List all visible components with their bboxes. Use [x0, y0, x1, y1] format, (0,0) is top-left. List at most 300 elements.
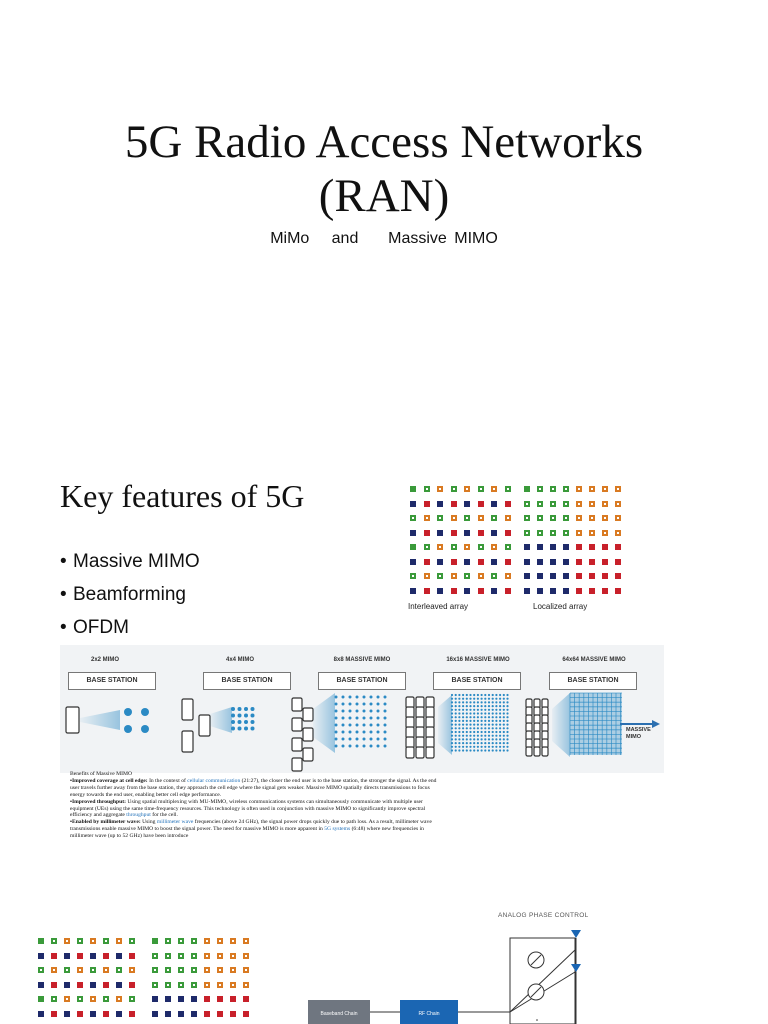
antenna-element [217, 1011, 223, 1017]
antenna-dot [495, 738, 497, 740]
antenna-element [424, 573, 430, 579]
base-station-box: BASE STATION [318, 672, 406, 690]
antenna-dot [503, 705, 505, 707]
antenna-element [602, 544, 608, 550]
antenna-element [537, 530, 543, 536]
antenna-dot [462, 709, 464, 711]
antenna-dot [499, 694, 501, 696]
antenna-dot [492, 705, 494, 707]
antenna-dot [455, 735, 457, 737]
antenna-dot [488, 716, 490, 718]
antenna-element [505, 573, 511, 579]
antenna-element [90, 1011, 96, 1017]
antenna-element [230, 996, 236, 1002]
antenna-dot [466, 716, 468, 718]
benefit-text: Using [140, 819, 157, 826]
antenna-dot [469, 720, 471, 722]
phone-icon [542, 747, 548, 756]
baseband-chain-label: Baseband Chain [320, 1011, 358, 1017]
antenna-element [165, 938, 171, 944]
phone-icon [406, 697, 414, 708]
antenna-dot [455, 716, 457, 718]
analog-phase-diagram [300, 920, 600, 1024]
antenna-element [64, 1011, 70, 1017]
antenna-dot [477, 720, 479, 722]
antenna-dot [451, 738, 453, 740]
benefit-link[interactable]: cellular communication [187, 777, 241, 784]
antenna-dot [349, 738, 352, 741]
antenna-element [478, 530, 484, 536]
benefit-link[interactable]: throughput [126, 812, 151, 819]
antenna-element [230, 982, 236, 988]
benefit-link[interactable]: millimeter wave [156, 819, 194, 826]
antenna-dot [477, 746, 479, 748]
mimo-header: 2x2 MIMO [90, 657, 119, 663]
antenna-element [51, 982, 57, 988]
antenna-element [51, 953, 57, 959]
antenna-element [410, 486, 416, 492]
antenna-dot [342, 717, 345, 720]
antenna-dot [506, 727, 508, 729]
localized-array-label: Localized array [533, 602, 588, 611]
antenna-element [602, 486, 608, 492]
antenna-dot [499, 709, 501, 711]
antenna-dot [377, 731, 380, 734]
antenna-dot [484, 735, 486, 737]
antenna-dot [455, 742, 457, 744]
antenna-dot [455, 724, 457, 726]
antenna-element [217, 982, 223, 988]
antenna-dot [484, 701, 486, 703]
antenna-dot [477, 694, 479, 696]
antenna-dot [458, 749, 460, 751]
antenna-dot [349, 696, 352, 699]
antenna-dot [363, 745, 366, 748]
antenna-element [464, 530, 470, 536]
antenna-dot [473, 749, 475, 751]
antenna-element [589, 501, 595, 507]
antenna-dot [451, 742, 453, 744]
antenna-dot [473, 735, 475, 737]
antenna-dot [481, 749, 483, 751]
antenna-dot [455, 749, 457, 751]
antenna-dot [342, 724, 345, 727]
antenna-dot [377, 724, 380, 727]
antenna-dot [506, 746, 508, 748]
antenna-element [38, 1011, 44, 1017]
antenna-dot [462, 731, 464, 733]
antenna-dot [492, 727, 494, 729]
antenna-dot [506, 724, 508, 726]
antenna-element [524, 501, 530, 507]
antenna-element [64, 996, 70, 1002]
antenna-element [589, 486, 595, 492]
antenna-element [165, 953, 171, 959]
antenna-element [129, 938, 135, 944]
antenna-dot [462, 712, 464, 714]
antenna-dot [349, 724, 352, 727]
antenna-dot [503, 712, 505, 714]
antenna-element [38, 982, 44, 988]
antenna-dot [342, 710, 345, 713]
antenna-dot [477, 724, 479, 726]
benefit-heading: •Enabled by millimeter wave: [70, 819, 141, 826]
antenna-element [437, 515, 443, 521]
antenna-element [437, 530, 443, 536]
antenna-dot [503, 716, 505, 718]
antenna-dot [349, 745, 352, 748]
antenna-element [478, 588, 484, 594]
ellipsis-dot [536, 1019, 538, 1021]
antenna-dot [124, 725, 132, 733]
antenna-dot [251, 714, 255, 718]
antenna-dot [506, 712, 508, 714]
antenna-element [451, 530, 457, 536]
analog-phase-title: ANALOG PHASE CONTROL [498, 912, 589, 919]
antenna-dot [492, 731, 494, 733]
antenna-dot [503, 749, 505, 751]
bullet-label: OFDM [73, 617, 129, 638]
antenna-dot [473, 716, 475, 718]
antenna-dot [370, 738, 373, 741]
antenna-dot [488, 738, 490, 740]
antenna-dot [481, 727, 483, 729]
antenna-dot [469, 727, 471, 729]
antenna-element [437, 573, 443, 579]
antenna-dot [506, 742, 508, 744]
antenna-dot [458, 746, 460, 748]
antenna-element [77, 982, 83, 988]
antenna-dot [363, 703, 366, 706]
antenna-dot [477, 727, 479, 729]
antenna-dot [499, 731, 501, 733]
antenna-dot [469, 709, 471, 711]
antenna-element [178, 982, 184, 988]
antenna-element [178, 967, 184, 973]
antenna-element [563, 530, 569, 536]
interleaved-array-label: Interleaved array [408, 602, 469, 611]
antenna-dot [477, 749, 479, 751]
antenna-element [451, 515, 457, 521]
bullet-item: • Massive MIMO [60, 551, 200, 572]
antenna-dot [481, 738, 483, 740]
antenna-element [116, 982, 122, 988]
antenna-dot [499, 746, 501, 748]
antenna-dot [462, 720, 464, 722]
antenna-dot [488, 694, 490, 696]
phone-icon [292, 738, 302, 751]
antenna-element [615, 573, 621, 579]
antenna-dot [342, 738, 345, 741]
base-station-box: BASE STATION [549, 672, 637, 690]
antenna-element [451, 501, 457, 507]
bullet-item: • Beamforming [60, 584, 186, 605]
antenna-dot [458, 701, 460, 703]
antenna-dot [499, 712, 501, 714]
antenna-dot [238, 714, 242, 718]
antenna-element [165, 982, 171, 988]
key-features-heading: Key features of 5G [60, 478, 305, 514]
antenna-dot [342, 731, 345, 734]
phone-icon [406, 737, 414, 748]
antenna-dot [458, 738, 460, 740]
antenna-dot [462, 742, 464, 744]
antenna-element [576, 486, 582, 492]
antenna-element [410, 559, 416, 565]
antenna-element [537, 588, 543, 594]
antenna-dot [499, 727, 501, 729]
antenna-dot [335, 717, 338, 720]
antenna-element [505, 544, 511, 550]
antenna-dot [451, 735, 453, 737]
antenna-element [243, 953, 249, 959]
antenna-dot [370, 717, 373, 720]
antenna-dot [495, 712, 497, 714]
antenna-dot [462, 705, 464, 707]
antenna-element [204, 938, 210, 944]
antenna-dot [503, 701, 505, 703]
antenna-dot [473, 738, 475, 740]
antenna-element [77, 996, 83, 1002]
antenna-element [491, 515, 497, 521]
antenna-dot [466, 712, 468, 714]
antenna-dot [503, 720, 505, 722]
antenna-element [424, 544, 430, 550]
benefit-text: for the cell. [150, 812, 178, 819]
antenna-element [90, 967, 96, 973]
phone-icon [303, 728, 313, 741]
antenna-dot [488, 698, 490, 700]
antenna-dot [499, 716, 501, 718]
antenna-element [90, 996, 96, 1002]
antenna-dot [451, 709, 453, 711]
antenna-dot [356, 745, 359, 748]
antenna-element [103, 953, 109, 959]
antenna-element [217, 938, 223, 944]
antenna-dot [488, 720, 490, 722]
antenna-dot [469, 746, 471, 748]
antenna-element [524, 530, 530, 536]
antenna-dot [462, 749, 464, 751]
antenna-element [410, 588, 416, 594]
antenna-element [424, 530, 430, 536]
antenna-dot [244, 714, 248, 718]
antenna-dot [377, 696, 380, 699]
antenna-element [602, 573, 608, 579]
antenna-element [191, 953, 197, 959]
antenna-element [243, 996, 249, 1002]
antenna-element [178, 938, 184, 944]
antenna-element [230, 1011, 236, 1017]
antenna-element [424, 515, 430, 521]
antenna-dot [251, 707, 255, 711]
antenna-element [589, 588, 595, 594]
antenna-dot [477, 735, 479, 737]
antenna-dot [458, 705, 460, 707]
antenna-dot [499, 742, 501, 744]
antenna-element [451, 486, 457, 492]
antenna-element [38, 953, 44, 959]
antenna-dot [481, 735, 483, 737]
antenna-dot [451, 698, 453, 700]
beam [313, 693, 335, 753]
antenna-dot [462, 727, 464, 729]
benefit-paragraph [70, 799, 445, 820]
antenna-dot [492, 712, 494, 714]
antenna-dot [451, 749, 453, 751]
antenna-element [537, 559, 543, 565]
antenna-element [576, 559, 582, 565]
antenna-element [230, 967, 236, 973]
antenna-dot [466, 701, 468, 703]
beam [552, 693, 570, 757]
antenna-dot [495, 720, 497, 722]
antenna-element [563, 544, 569, 550]
antenna-dot [477, 742, 479, 744]
antenna-dot [455, 746, 457, 748]
antenna-element [602, 515, 608, 521]
antenna-dot [481, 709, 483, 711]
antenna-dot [503, 709, 505, 711]
antenna-element [410, 515, 416, 521]
benefit-heading: •Improved throughput: [70, 798, 126, 805]
antenna-dot [492, 738, 494, 740]
antenna-dot [455, 738, 457, 740]
antenna-dot [451, 727, 453, 729]
antenna-element [437, 544, 443, 550]
antenna-element [410, 544, 416, 550]
antenna-dot [455, 731, 457, 733]
antenna-dot [238, 720, 242, 724]
antenna-element [191, 982, 197, 988]
antenna-element [424, 486, 430, 492]
antenna-dot [469, 698, 471, 700]
phone-icon [416, 717, 424, 728]
antenna-element [51, 938, 57, 944]
antenna-element [491, 588, 497, 594]
antenna-element [51, 996, 57, 1002]
antenna-dot [377, 703, 380, 706]
phone-icon [292, 758, 302, 771]
antenna-dot [473, 731, 475, 733]
antenna-element [77, 938, 83, 944]
antenna-dot [473, 712, 475, 714]
antenna-dot [499, 701, 501, 703]
antenna-dot [335, 703, 338, 706]
antenna-element [77, 967, 83, 973]
antenna-dot [477, 716, 479, 718]
antenna-dot [481, 742, 483, 744]
antenna-dot [370, 710, 373, 713]
antenna-element [615, 501, 621, 507]
antenna-element [191, 938, 197, 944]
antenna-dot [377, 745, 380, 748]
antenna-dot [488, 746, 490, 748]
phone-icon [406, 747, 414, 758]
antenna-dot [503, 742, 505, 744]
antenna-element [451, 573, 457, 579]
antenna-element [505, 588, 511, 594]
antenna-dot [466, 742, 468, 744]
antenna-element [410, 501, 416, 507]
antenna-dot [481, 724, 483, 726]
antenna-dot [356, 703, 359, 706]
antenna-dot [484, 738, 486, 740]
antenna-dot [384, 738, 387, 741]
antenna-dot [251, 720, 255, 724]
antenna-element [491, 486, 497, 492]
benefit-heading: •Improved coverage at cell edge: [70, 777, 148, 784]
antenna-dot [481, 694, 483, 696]
antenna-dot [455, 727, 457, 729]
antenna-element [602, 501, 608, 507]
antenna-element [152, 996, 158, 1002]
antenna-element [478, 515, 484, 521]
antenna-dot [231, 714, 235, 718]
mimo-header: 4x4 MIMO [225, 657, 254, 663]
antenna-dot [451, 724, 453, 726]
antenna-element [478, 559, 484, 565]
antenna-element [563, 588, 569, 594]
antenna-dot [473, 746, 475, 748]
antenna-dot [349, 703, 352, 706]
antenna-dot [481, 705, 483, 707]
antenna-dot [481, 698, 483, 700]
antenna-element [165, 996, 171, 1002]
phone-icon [416, 707, 424, 718]
antenna-element [491, 573, 497, 579]
antenna-dot [466, 735, 468, 737]
antenna-icon [571, 930, 581, 938]
antenna-dot [458, 720, 460, 722]
antenna-element [576, 501, 582, 507]
antenna-element [537, 515, 543, 521]
antenna-element [410, 573, 416, 579]
antenna-dot [462, 701, 464, 703]
antenna-dot [356, 731, 359, 734]
antenna-dot [466, 705, 468, 707]
antenna-element [204, 967, 210, 973]
antenna-element [38, 996, 44, 1002]
antenna-element [116, 996, 122, 1002]
antenna-dot [356, 717, 359, 720]
arrow-label-line2: MIMO [626, 733, 641, 740]
antenna-dot [466, 698, 468, 700]
antenna-element [165, 967, 171, 973]
antenna-dot [458, 735, 460, 737]
antenna-dot [458, 712, 460, 714]
antenna-dot [477, 709, 479, 711]
antenna-element [90, 982, 96, 988]
arrow-label-line1: MASSIVE [626, 727, 651, 733]
benefit-link[interactable]: 5G systems [324, 826, 351, 833]
antenna-dot [458, 694, 460, 696]
antenna-dot [455, 694, 457, 696]
antenna-element [191, 996, 197, 1002]
antenna-element [410, 530, 416, 536]
antenna-dot [469, 701, 471, 703]
antenna-dot [477, 705, 479, 707]
antenna-element [464, 544, 470, 550]
antenna-dot [477, 712, 479, 714]
antenna-dot [462, 738, 464, 740]
antenna-dot [451, 701, 453, 703]
antenna-dot [335, 696, 338, 699]
antenna-dot [466, 694, 468, 696]
antenna-dot [356, 696, 359, 699]
antenna-dot [384, 703, 387, 706]
antenna-dot [466, 738, 468, 740]
